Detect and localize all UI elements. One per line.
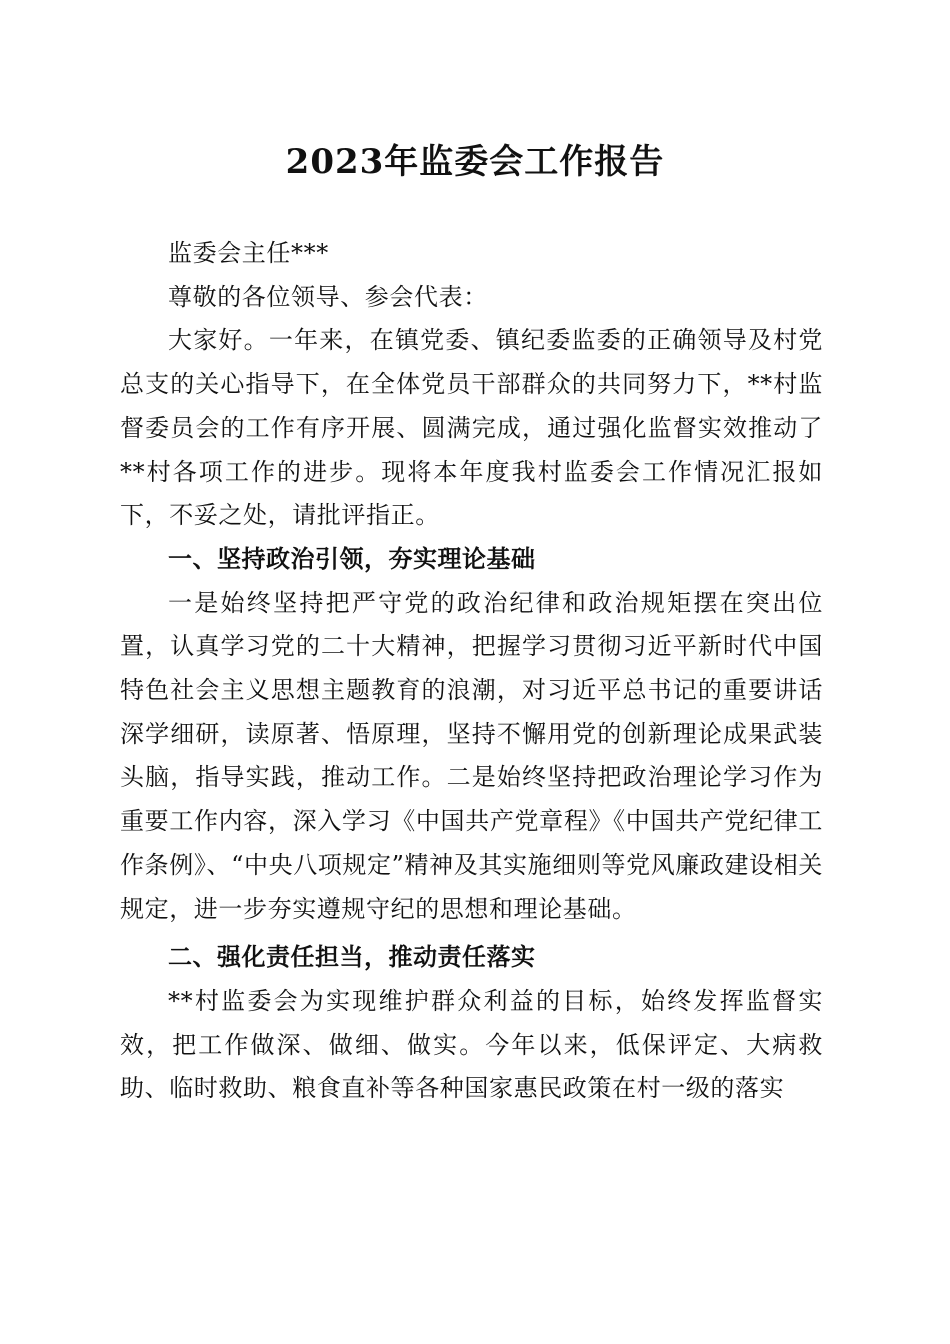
salutation: 尊敬的各位领导、参会代表：	[168, 282, 488, 311]
document-body	[120, 232, 823, 1111]
intro-paragraph: 大家好。一年来，在镇党委、镇纪委监委的正确领导及村党总支的关心指导下，在全体党员干部群众的共同努力下，**村监督委员会的工作有序开展、圆满完成，通过强化监督实效推动了**村各项工作的进步。现将本年度我村监委会工作情况汇报如下，不妥之处，请批评指正。	[120, 326, 823, 530]
speaker-line: 监委会主任***	[168, 239, 329, 267]
section-body-1: 一是始终坚持把严守党的政治纪律和政治规矩摆在突出位置，认真学习党的二十大精神，把握学习贯彻习近平新时代中国特色社会主义思想主题教育的浪潮，对习近平总书记的重要讲话深学细研，读原著、悟原理，坚持不懈用党的创新理论成果武装头脑，指导实践，推动工作。二是始终坚持把政治理论学习作为重要工作内容，深入学习《中国共产党章程》《中国共产党纪律工作条例》、“中央八项规定”精神及其实施细则等党风廉政建设相关规定，进一步夯实遵规守纪的思想和理论基础。	[120, 588, 823, 923]
document-title: 2023年监委会工作报告	[285, 142, 665, 182]
section-heading-1: 一、坚持政治引领，夯实理论基础	[168, 544, 536, 573]
section-body-2: **村监委会为实现维护群众利益的目标，始终发挥监督实效，把工作做深、做细、做实。今年以来，低保评定、大病救助、临时救助、粮食直补等各种国家惠民政策在村一级的落实	[120, 986, 823, 1103]
section-heading-2: 二、强化责任担当，推动责任落实	[168, 943, 536, 972]
